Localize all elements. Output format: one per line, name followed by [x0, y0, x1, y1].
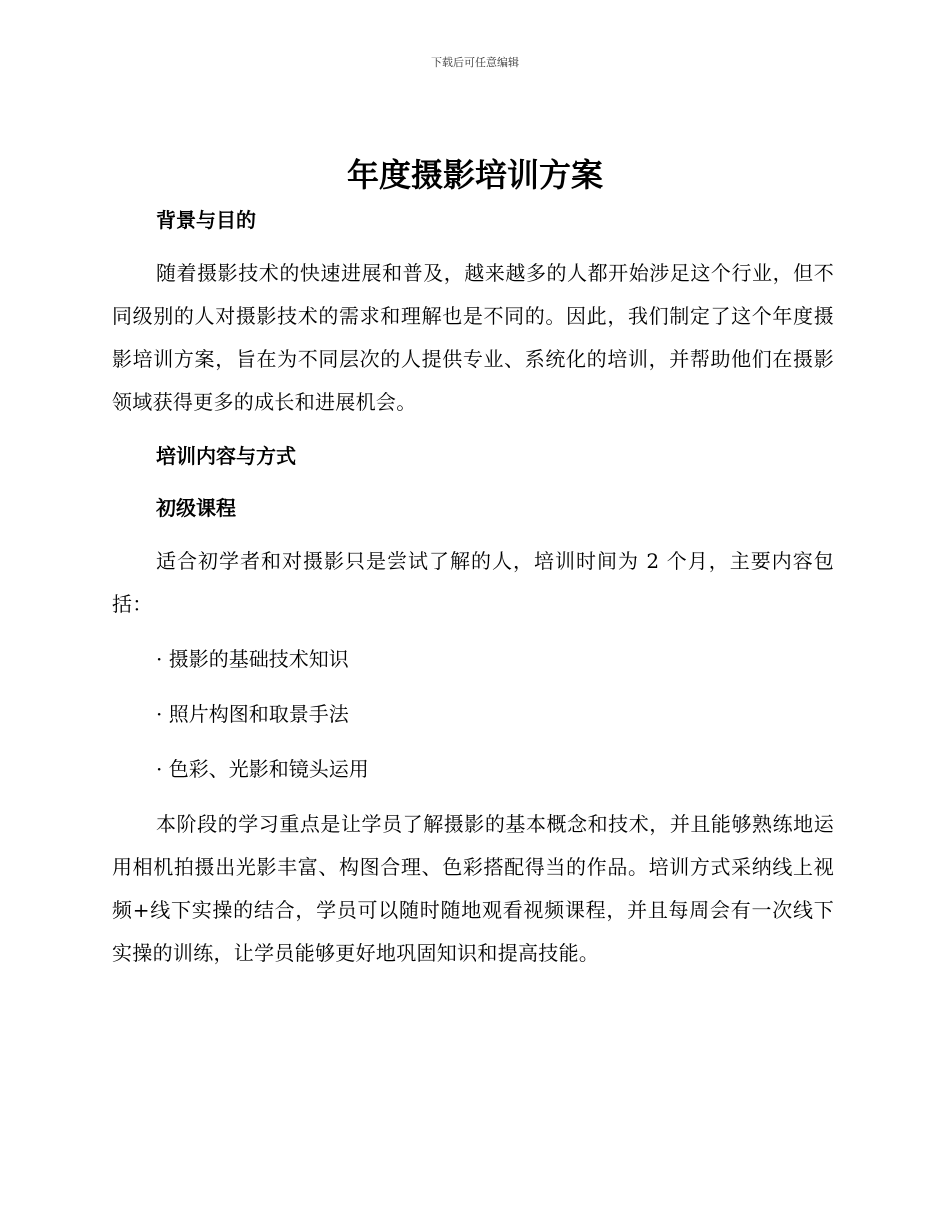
- bullet-item-basics: · 摄影的基础技术知识: [156, 647, 349, 671]
- subsection-heading-beginner: 初级课程: [156, 496, 236, 520]
- document-title: 年度摄影培训方案: [346, 156, 603, 194]
- paragraph-background: 随着摄影技术的快速进展和普及，越来越多的人都开始涉足这个行业，但不同级别的人对摄影技术的需求和理解也是不同的。因此，我们制定了这个年度摄影培训方案，旨在为不同层次的人提供专业、系统化的培训，并帮助他们在摄影领域获得更多的成长和进展机会。: [112, 261, 834, 414]
- bullet-item-composition: · 照片构图和取景手法: [156, 702, 349, 726]
- section-heading-content: 培训内容与方式: [156, 444, 296, 468]
- paragraph-beginner-intro: 适合初学者和对摄影只是尝试了解的人，培训时间为 2 个月，主要内容包括：: [112, 549, 834, 616]
- bullet-item-color-light: · 色彩、光影和镜头运用: [156, 757, 369, 781]
- header-note: 下载后可任意编辑: [431, 56, 519, 69]
- document-body: [112, 200, 834, 975]
- paragraph-beginner-focus: 本阶段的学习重点是让学员了解摄影的基本概念和技术，并且能够熟练地运用相机拍摄出光影丰富、构图合理、色彩搭配得当的作品。培训方式采纳线上视频+线下实操的结合，学员可以随时随地观看视频课程，并且每周会有一次线下实操的训练，让学员能够更好地巩固知识和提高技能。: [112, 812, 834, 965]
- section-heading-background: 背景与目的: [156, 208, 256, 232]
